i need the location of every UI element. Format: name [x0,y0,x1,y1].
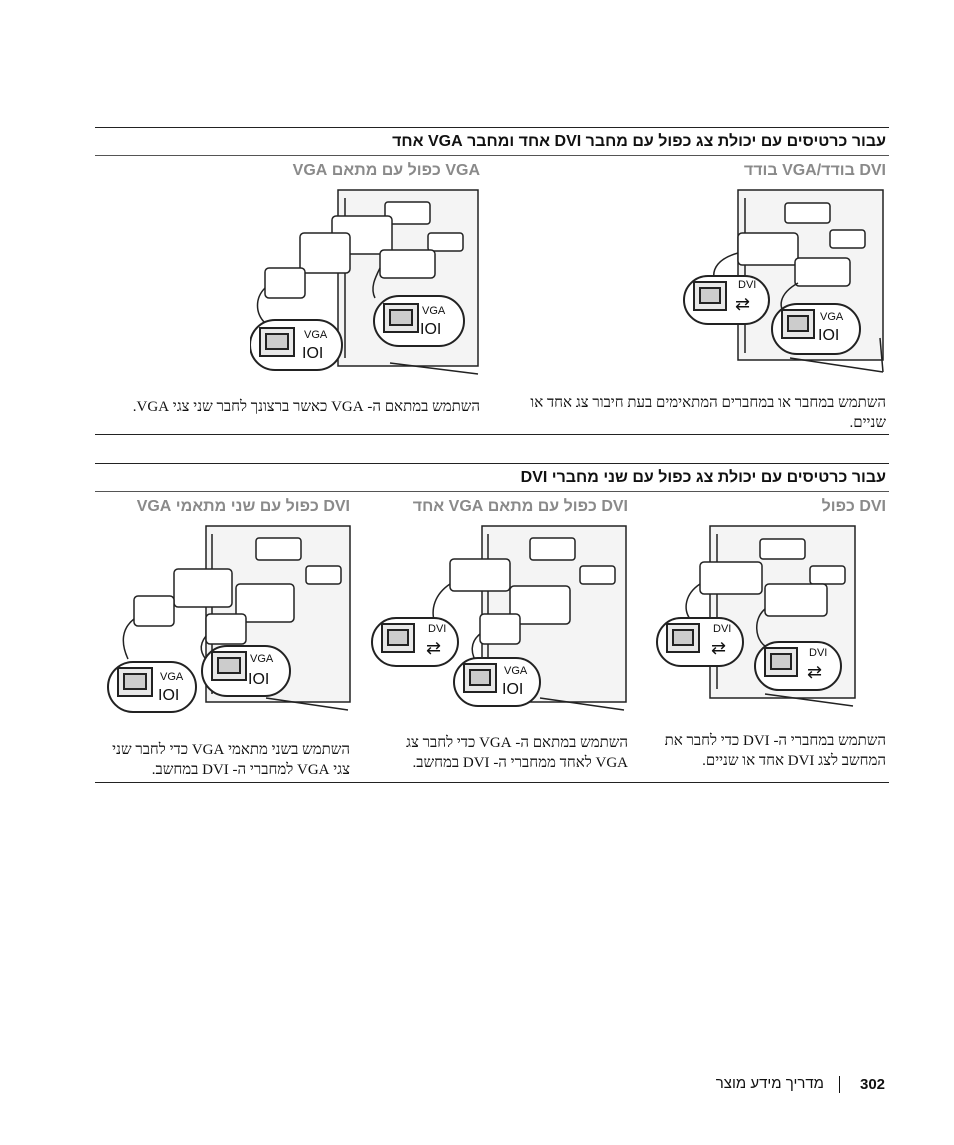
figure-label-vga: VGA [504,665,528,677]
footer-separator [839,1076,840,1093]
vga-symbol-icon: IOI [502,681,524,698]
monitor-icon [202,646,290,696]
monitor-icon [250,320,342,370]
vga-symbol-icon: IOI [420,321,442,338]
section1-bottom-rule [95,434,889,435]
figure-label-dvi: DVI [809,647,828,659]
section2-left-caption: השתמש בשני מתאמי VGA כדי לחבר שני צגי VGA למחברי ה- DVI במחשב. [112,742,350,778]
monitor-icon [374,296,464,346]
monitor-icon [108,662,196,712]
figure-label-vga: VGA [250,653,274,665]
vga-symbol-icon: IOI [818,327,840,344]
dvi-symbol-icon: ⇄ [711,638,727,658]
figure-dvi-two-vga-adapters-connection [106,524,352,716]
figure-label-dvi: DVI [428,623,447,635]
vga-symbol-icon: IOI [248,671,270,688]
dvi-symbol-icon: ⇄ [807,662,823,682]
section2-right-caption: השתמש במחברי ה- DVI כדי לחבר את המחשב לצג DVI אחד או שניים. [664,733,886,769]
figure-vga-adapter-connection [250,188,482,378]
dvi-symbol-icon: ⇄ [426,638,442,658]
section2-middle-caption: השתמש במתאם ה- VGA כדי לחבר צג VGA לאחד ממחברי ה- DVI במחשב. [406,735,628,771]
figure-label-vga: VGA [304,329,328,341]
figure-dual-dvi-connection [655,524,857,710]
section2-middle-heading: DVI כפול עם מתאם VGA אחד [412,498,628,515]
footer-title: מדריך מידע מוצר [715,1075,824,1092]
figure-label-dvi: DVI [713,623,732,635]
vga-symbol-icon: IOI [302,345,324,362]
page-number: 302 [860,1076,886,1093]
section2-title: עבור כרטיסים עם יכולת צג כפול עם שני מחברי DVI [520,469,886,486]
section1-title-rule [95,155,889,156]
figure-dvi-vga-connection [680,188,886,374]
section1-right-caption: השתמש במחבר או במחברים המתאימים בעת חיבור צג אחד או שניים. [530,395,886,431]
section1-right-heading: DVI בודד/VGA בודד [743,162,886,179]
figure-label-vga: VGA [160,671,184,683]
figure-label-vga: VGA [820,311,844,323]
section2-title-rule [95,491,889,492]
section2-right-heading: DVI כפול [821,498,886,515]
figure-dvi-one-vga-adapter-connection [370,524,628,714]
section2-bottom-rule [95,782,889,783]
figure-label-dvi: DVI [738,279,757,291]
vga-symbol-icon: IOI [158,687,180,704]
dvi-symbol-icon: ⇄ [735,294,751,314]
section1-left-heading: VGA כפול עם מתאם VGA [292,162,480,179]
section2-top-rule [95,463,889,464]
section1-title: עבור כרטיסים עם יכולת צג כפול עם מחבר DVI אחד ומחבר VGA אחד [392,133,886,150]
figure-label-vga: VGA [422,305,446,317]
monitor-icon [755,642,841,690]
monitor-icon [772,304,860,354]
section1-left-caption: השתמש במתאם ה- VGA כאשר ברצונך לחבר שני צגי VGA. [132,399,480,415]
section2-left-heading: DVI כפול עם שני מתאמי VGA [136,498,350,515]
section1-top-rule [95,127,889,128]
